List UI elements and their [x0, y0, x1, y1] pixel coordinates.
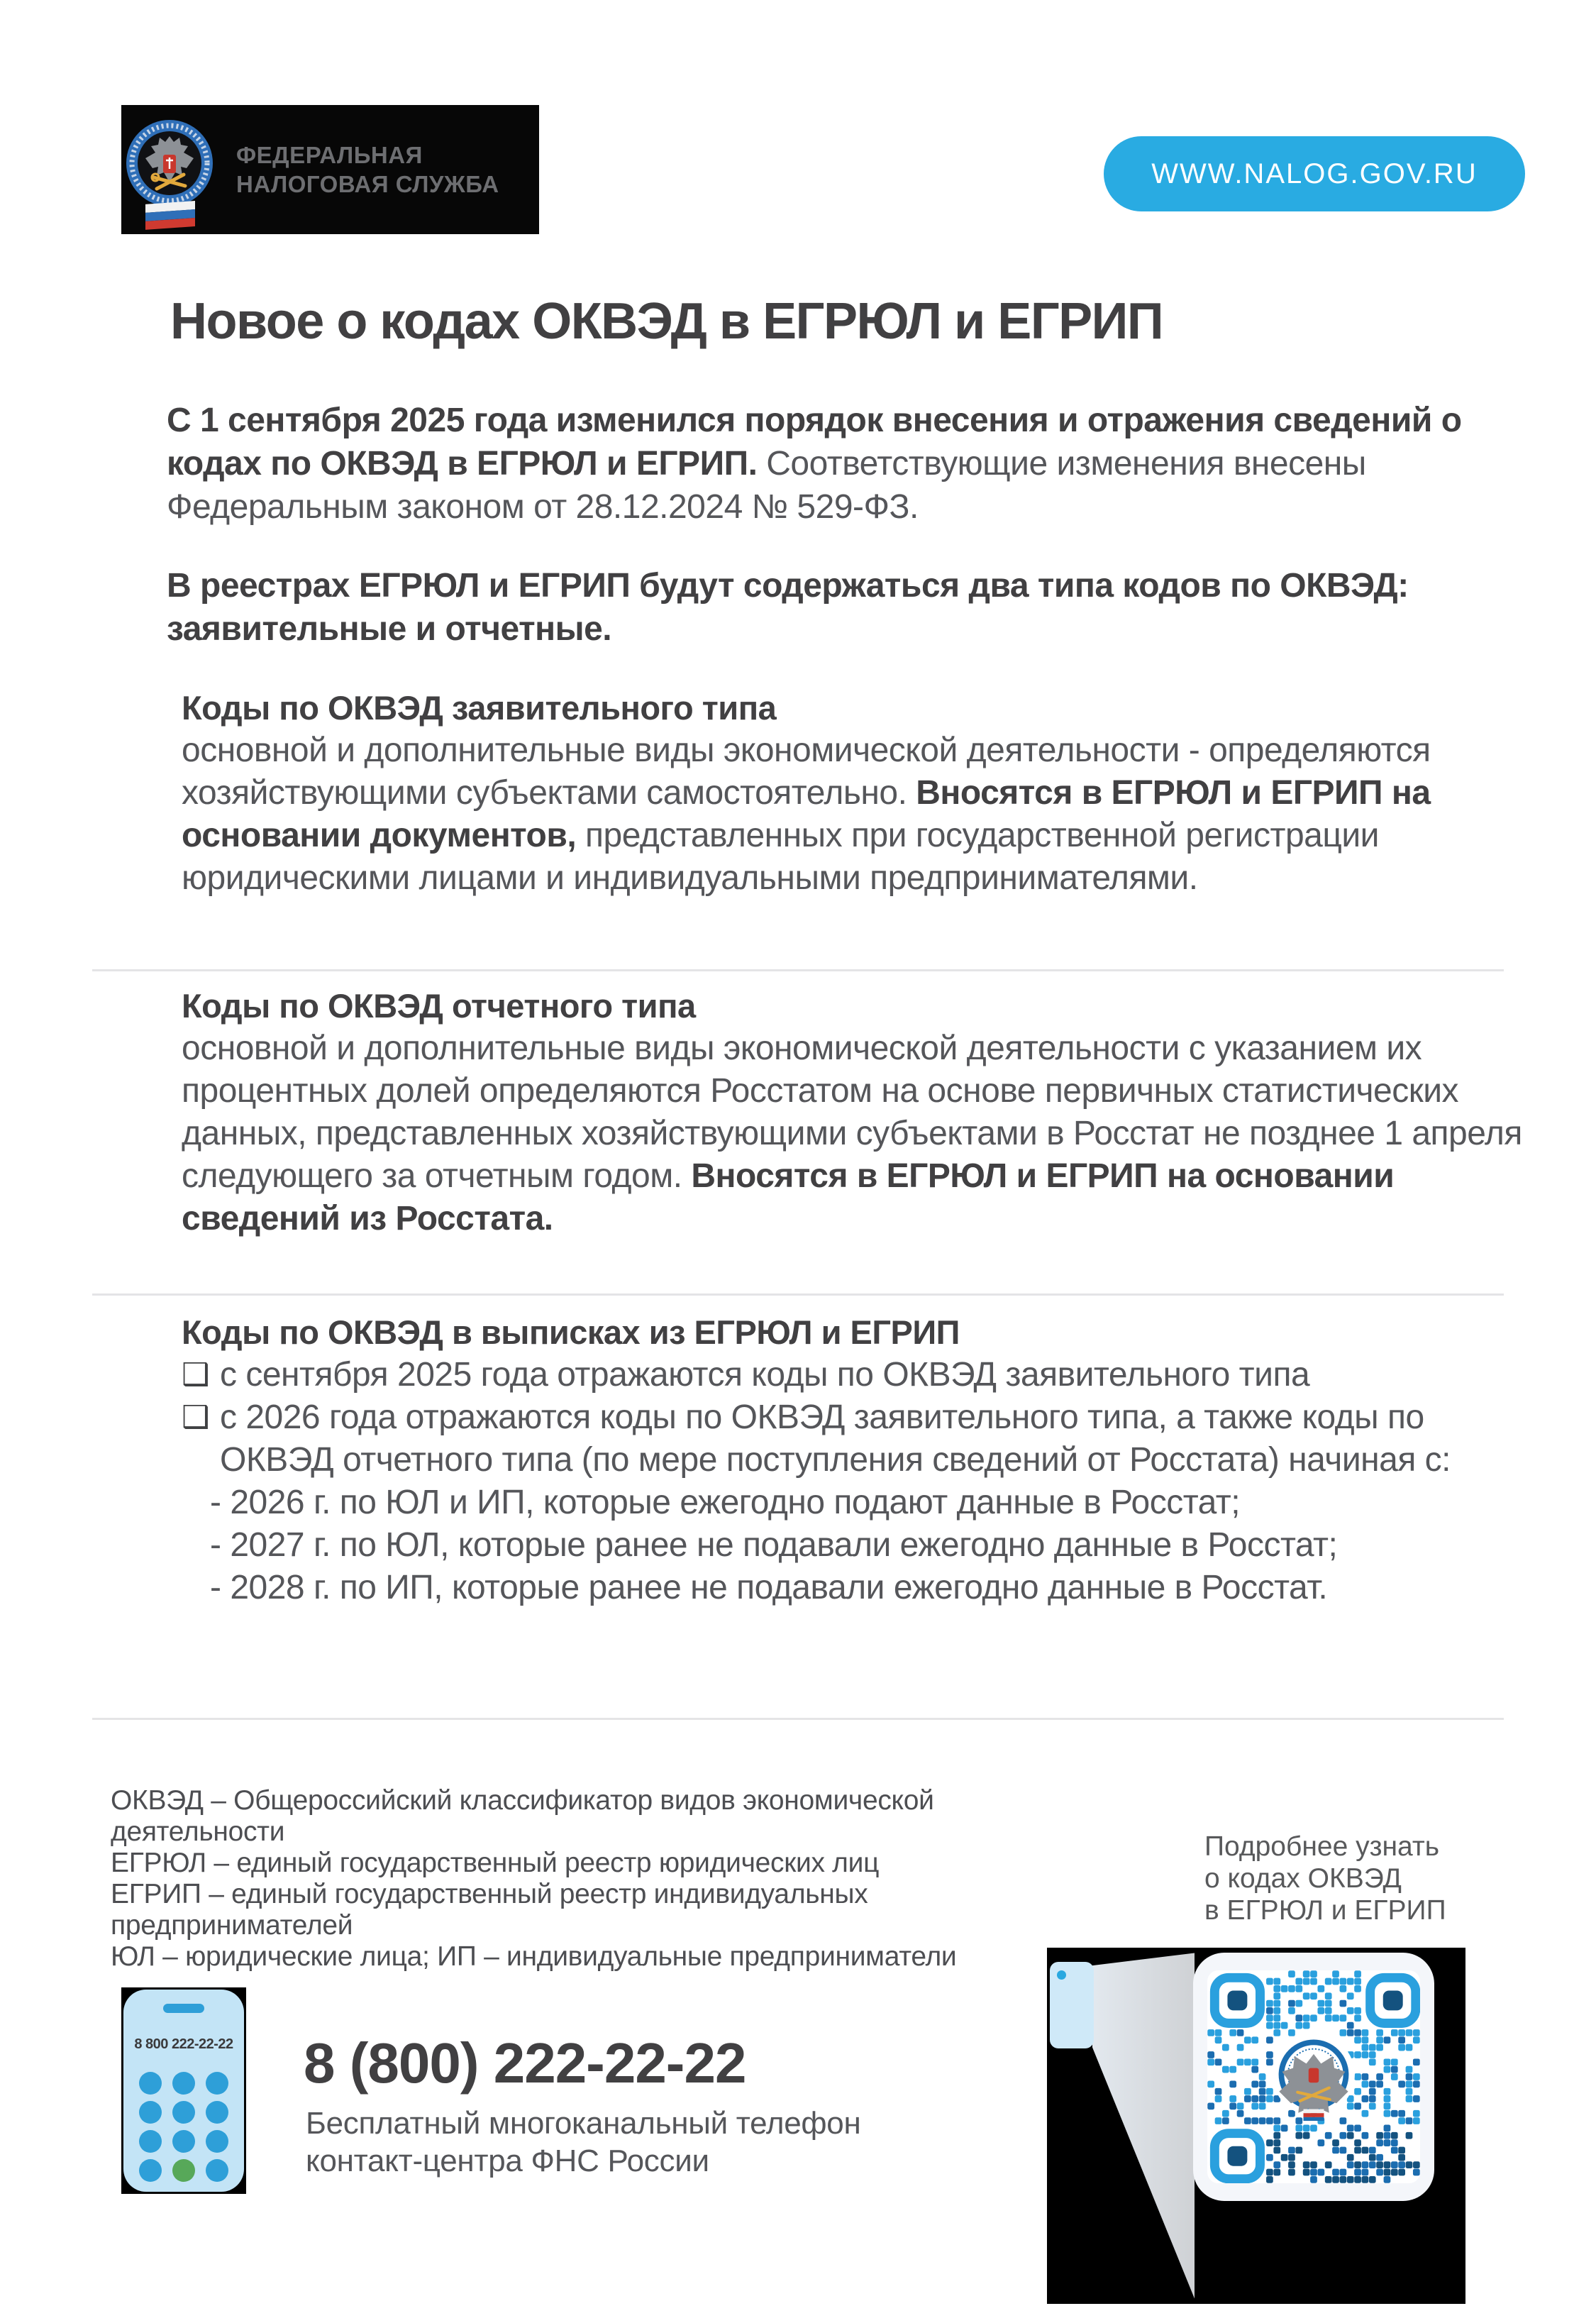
contact-phone-number: 8 (800) 222-22-22	[304, 2031, 746, 2095]
intro-paragraph	[167, 399, 1525, 529]
divider	[92, 969, 1504, 971]
keypad-dot	[206, 2159, 228, 2182]
keypad-dot-call	[172, 2159, 195, 2182]
logo-text	[236, 140, 499, 199]
year-sub-item: - 2026 г. по ЮЛ и ИП, которые ежегодно подают данные в Росстат;	[210, 1484, 1241, 1521]
section-reporting-codes	[182, 985, 1526, 1240]
divider	[92, 1718, 1504, 1720]
qr-caption	[1204, 1831, 1446, 1926]
qr-caption-line3: в ЕГРЮЛ и ЕГРИП	[1204, 1895, 1446, 1926]
text-run: представленных при государственной регистрации юридическими лицами и индивидуальными предпринимателями.	[182, 817, 1379, 897]
year-sub-item: - 2028 г. по ИП, которые ранее не подавали ежегодно данные в Росстат.	[210, 1569, 1328, 1606]
keypad-dot	[139, 2072, 162, 2095]
keypad-dot	[206, 2101, 228, 2124]
glossary-line: ЮЛ – юридические лица; ИП – индивидуальные предприниматели	[111, 1941, 957, 1972]
divider	[92, 1293, 1504, 1296]
bold-text-run: Вносятся в ЕГРЮЛ и ЕГРИП на основании сведений из Росстата.	[182, 1157, 1395, 1237]
keypad-dot	[172, 2072, 195, 2095]
checkbox-bullet-item	[182, 1396, 1526, 1482]
keypad-dot	[139, 2101, 162, 2124]
glossary-line: ЕГРЮЛ – единый государственный реестр юридических лиц	[111, 1848, 880, 1878]
glossary-line: ЕГРИП – единый государственный реестр индивидуальных предпринимателей	[111, 1879, 868, 1941]
logo-text-line2: НАЛОГОВАЯ СЛУЖБА	[236, 171, 499, 197]
fns-logo	[121, 105, 539, 234]
section-body	[182, 1027, 1526, 1240]
lead-paragraph: В реестрах ЕГРЮЛ и ЕГРИП будут содержаться два типа кодов по ОКВЭД: заявительные и отчетные.	[167, 567, 1409, 648]
qr-caption-line2: о кодах ОКВЭД	[1204, 1863, 1402, 1894]
keypad-dot	[206, 2130, 228, 2153]
scan-beam-icon	[1092, 1948, 1195, 2304]
qr-caption-line1: Подробнее узнать	[1204, 1831, 1440, 1862]
contact-phone-description-line2: контакт-центра ФНС России	[306, 2144, 709, 2178]
section-extracts	[182, 1311, 1526, 1609]
bold-text-run: С 1 сентября 2025 года изменился порядок внесения и отражения сведений о кодах по ОКВЭД в ЕГРЮЛ и ЕГРИП.	[167, 402, 1462, 482]
keypad-dot	[139, 2159, 162, 2182]
text-run: основной и дополнительные виды экономической деятельности с указанием их процентных долей определяются Росстатом на основе первичных статистических данных, представленных хозяйствующими субъектами в Росстат не позднее 1 апреля следующего за отчетным годом.	[182, 1030, 1522, 1195]
year-sub-item: - 2027 г. по ЮЛ, которые ранее не подавали ежегодно данные в Росстат;	[210, 1526, 1338, 1564]
glossary-line: ОКВЭД – Общероссийский классификатор видов экономической деятельности	[111, 1785, 934, 1847]
bullet-text: с сентября 2025 года отражаются коды по ОКВЭД заявительного типа	[220, 1356, 1310, 1394]
contact-phone-description	[306, 2104, 860, 2180]
keypad-dot	[206, 2072, 228, 2095]
section-heading: Коды по ОКВЭД отчетного типа	[182, 987, 696, 1025]
logo-text-line1: ФЕДЕРАЛЬНАЯ	[236, 142, 423, 168]
year-sub-list	[182, 1482, 1526, 1609]
website-pill-link[interactable]: WWW.NALOG.GOV.RU	[1104, 136, 1525, 211]
phone-body	[123, 1990, 244, 2192]
qr-code-icon	[1207, 1970, 1420, 2183]
phone-camera-icon	[1057, 1970, 1066, 1980]
checkbox-icon: ❑	[182, 1357, 209, 1392]
bullet-text: с 2026 года отражаются коды по ОКВЭД заявительного типа, а также коды по ОКВЭД отчетного типа (по мере поступления сведений от Росстата) начиная с:	[220, 1399, 1451, 1479]
section-heading: Коды по ОКВЭД в выписках из ЕГРЮЛ и ЕГРИП	[182, 1313, 960, 1351]
qr-panel	[1193, 1953, 1434, 2201]
section-body	[182, 729, 1526, 900]
bold-text-run: Вносятся в ЕГРЮЛ и ЕГРИП на основании документов,	[182, 774, 1431, 854]
keypad-dot	[172, 2101, 195, 2124]
phone-mini-number: 8 800 222-22-22	[134, 2036, 233, 2052]
checkbox-icon: ❑	[182, 1400, 209, 1435]
glossary	[111, 1785, 1001, 1973]
keypad-dot	[172, 2130, 195, 2153]
phone-speaker-icon	[163, 2004, 204, 2013]
contact-phone-description-line1: Бесплатный многоканальный телефон	[306, 2106, 861, 2141]
section-heading: Коды по ОКВЭД заявительного типа	[182, 689, 777, 727]
fns-emblem-icon	[124, 109, 215, 230]
section-declarative-codes	[182, 687, 1526, 900]
checkbox-bullet-list	[182, 1354, 1526, 1482]
scanning-phone-icon	[1050, 1962, 1094, 2048]
text-run: Соответствующие изменения внесены Федеральным законом от 28.12.2024 № 529-ФЗ.	[167, 445, 1366, 526]
checkbox-bullet-item	[182, 1354, 1526, 1396]
phone-keypad-icon	[139, 2072, 228, 2182]
qr-scan-illustration	[1047, 1948, 1465, 2304]
page-title: Новое о кодах ОКВЭД в ЕГРЮЛ и ЕГРИП	[170, 293, 1163, 350]
text-run: основной и дополнительные виды экономической деятельности - определяются хозяйствующими субъектами самостоятельно.	[182, 732, 1431, 812]
phone-illustration	[121, 1987, 246, 2194]
keypad-dot	[139, 2130, 162, 2153]
